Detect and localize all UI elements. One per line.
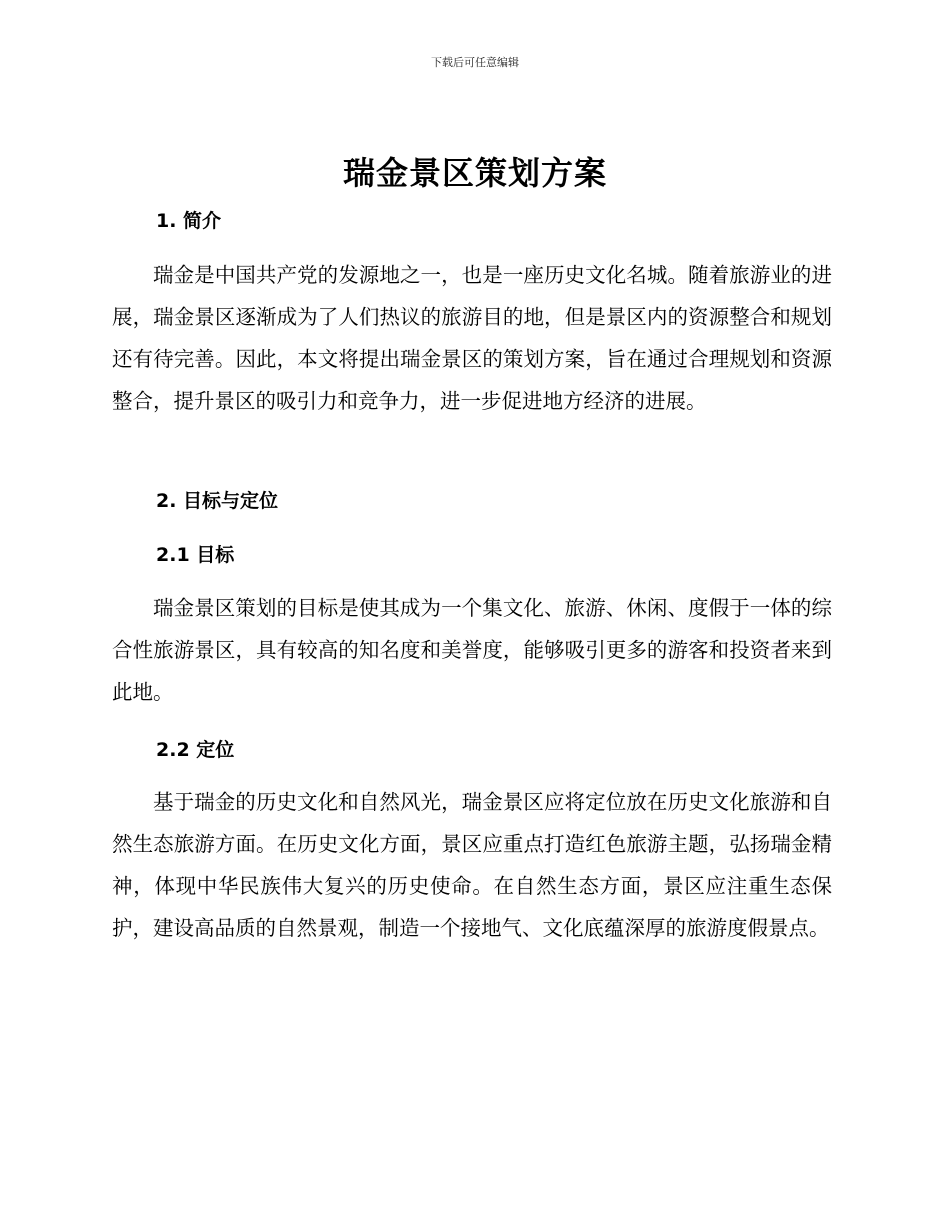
section-heading-goals-positioning: 2. 目标与定位 (156, 490, 279, 512)
document-title: 瑞金景区策划方案 (342, 154, 607, 192)
section-heading-intro: 1. 简介 (156, 210, 222, 232)
section-heading-goals: 2.1 目标 (156, 544, 235, 566)
section-paragraph-positioning: 基于瑞金的历史文化和自然风光，瑞金景区应将定位放在历史文化旅游和自然生态旅游方面。在历史文化方面，景区应重点打造红色旅游主题，弘扬瑞金精神，体现中华民族伟大复兴的历史使命。在自然生态方面，景区应注重生态保护，建设高品质的自然景观，制造一个接地气、文化底蕴深厚的旅游度假景点。 (112, 790, 832, 940)
page-header-note: 下载后可任意编辑 (431, 56, 519, 69)
section-paragraph-goals: 瑞金景区策划的目标是使其成为一个集文化、旅游、休闲、度假于一体的综合性旅游景区，具有较高的知名度和美誉度，能够吸引更多的游客和投资者来到此地。 (112, 596, 832, 704)
section-heading-positioning: 2.2 定位 (156, 739, 235, 761)
section-paragraph-intro: 瑞金是中国共产党的发源地之一，也是一座历史文化名城。随着旅游业的进展，瑞金景区逐渐成为了人们热议的旅游目的地，但是景区内的资源整合和规划还有待完善。因此，本文将提出瑞金景区的策划方案，旨在通过合理规划和资源整合，提升景区的吸引力和竞争力，进一步促进地方经济的进展。 (112, 263, 832, 413)
